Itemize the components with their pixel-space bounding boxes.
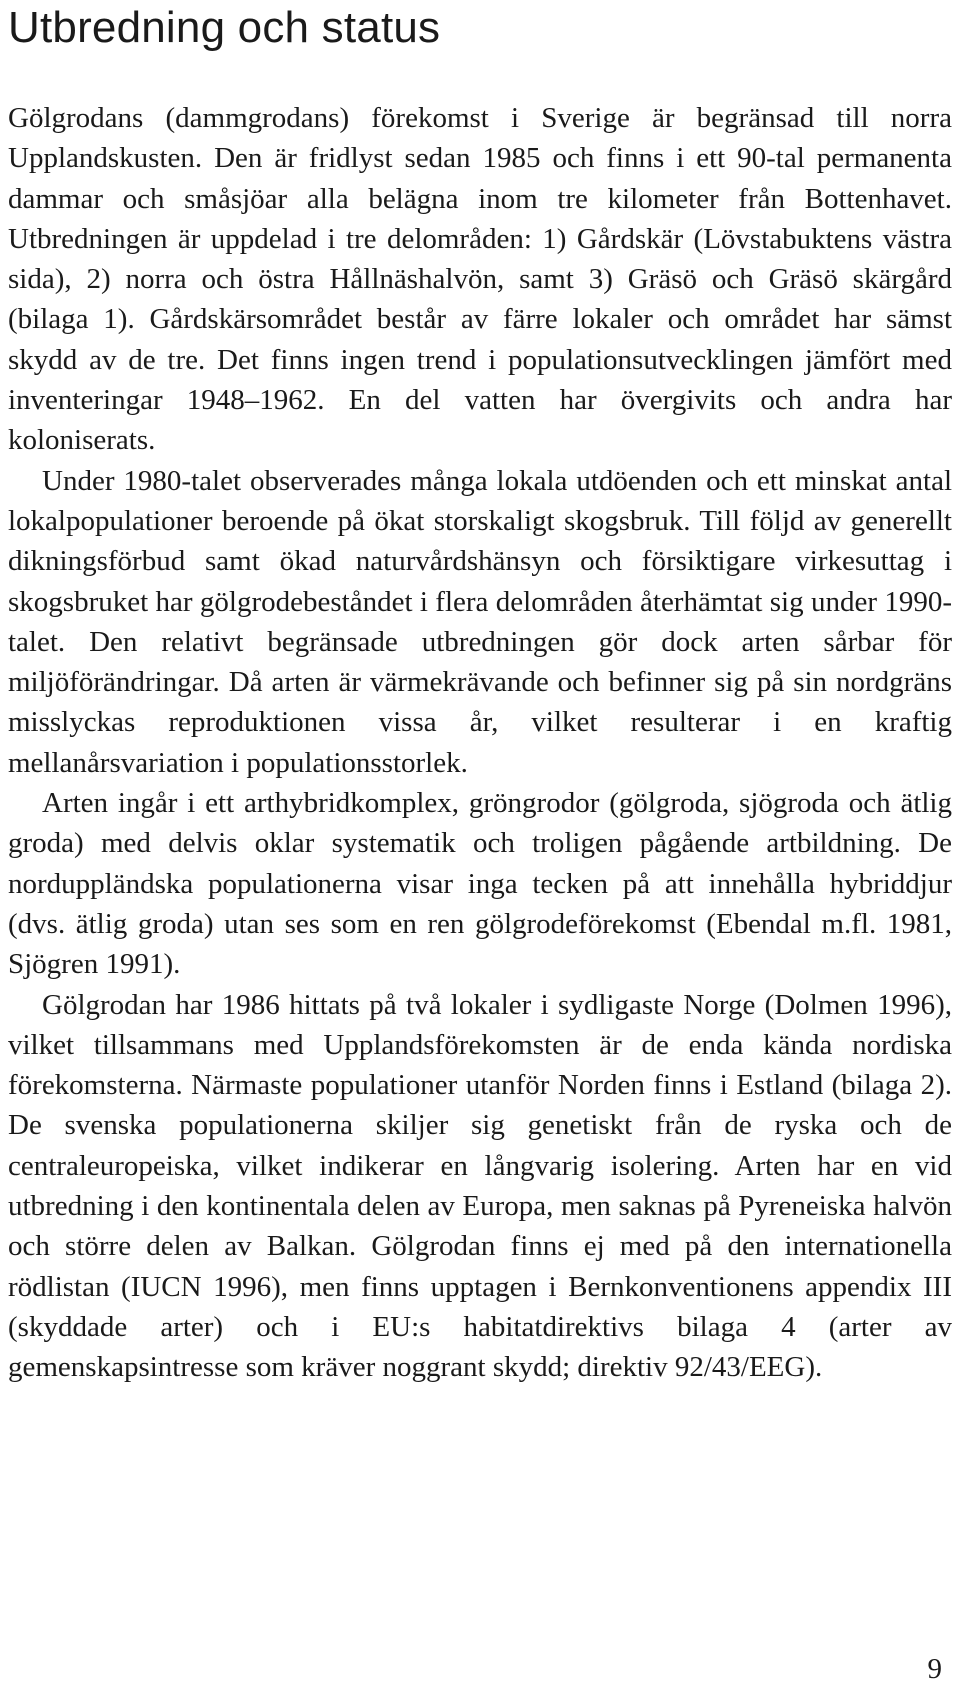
paragraph-distribution: Gölgrodans (dammgrodans) förekomst i Sverige är begränsad till norra Upplandskusten. Den är fridlyst sedan 1985 och finns i ett 90-tal permanenta dammar och småsjöar alla belägna inom tre kilometer från Bottenhavet. Utbredningen är uppdelad i tre delområden: 1) Gårdskär (Lövstabuktens västra sida), 2) norra och östra Hållnäshalvön, samt 3) Gräsö och Gräsö skärgård (bilaga 1). Gårdskärsområdet består av färre lokaler och området har sämst skydd av de tre. Det finns ingen trend i populationsutvecklingen jämfört med inventeringar 1948–1962. En del vatten har övergivits och andra har koloniserats. [8, 102, 952, 457]
section-heading: Utbredning och status [8, 3, 441, 52]
paragraph-1980s-decline: Under 1980-talet observerades många lokala utdöenden och ett minskat antal lokalpopulationer beroende på ökat storskaligt skogsbruk. Till följd av generellt dikningsförbud samt ökad naturvårdshänsyn och försiktigare virkesuttag i skogsbruket har gölgrodebeståndet i flera delområden återhämtat sig under 1990-talet. Den relativt begränsade utbredningen gör dock arten sårbar för miljöförändringar. Då arten är värmekrävande och befinner sig på sin nordgräns misslyckas reproduktionen vissa år, vilket resulterar i en kraftig mellanårsvariation i populationsstorlek. [8, 464, 952, 779]
body-text [8, 98, 952, 1388]
document-page [8, 0, 952, 1704]
page-number: 9 [927, 1653, 942, 1685]
paragraph-hybrid-complex: Arten ingår i ett arthybridkomplex, gröngrodor (gölgroda, sjögroda och ätlig groda) med delvis oklar systematik och troligen pågående artbildning. De norduppländska populationerna visar inga tecken på att innehålla hybriddjur (dvs. ätlig groda) utan ses som en ren gölgrodeförekomst (Ebendal m.fl. 1981, Sjögren 1991). [8, 787, 952, 981]
paragraph-nordic-distribution: Gölgrodan har 1986 hittats på två lokaler i sydligaste Norge (Dolmen 1996), vilket tillsammans med Upplandsförekomsten är de enda kända nordiska förekomsterna. Närmaste populationer utanför Norden finns i Estland (bilaga 2). De svenska populationerna skiljer sig genetiskt från de ryska och de centraleuropeiska, vilket indikerar en långvarig isolering. Arten har en vid utbredning i den kontinentala delen av Europa, men saknas på Pyreneiska halvön och större delen av Balkan. Gölgrodan finns ej med på den internationella rödlistan (IUCN 1996), men finns upptagen i Bernkonventionens appendix III (skyddade arter) och i EU:s habitatdirektivs bilaga 4 (arter av gemenskapsintresse som kräver noggrant skydd; direktiv 92/43/EEG). [8, 988, 952, 1384]
